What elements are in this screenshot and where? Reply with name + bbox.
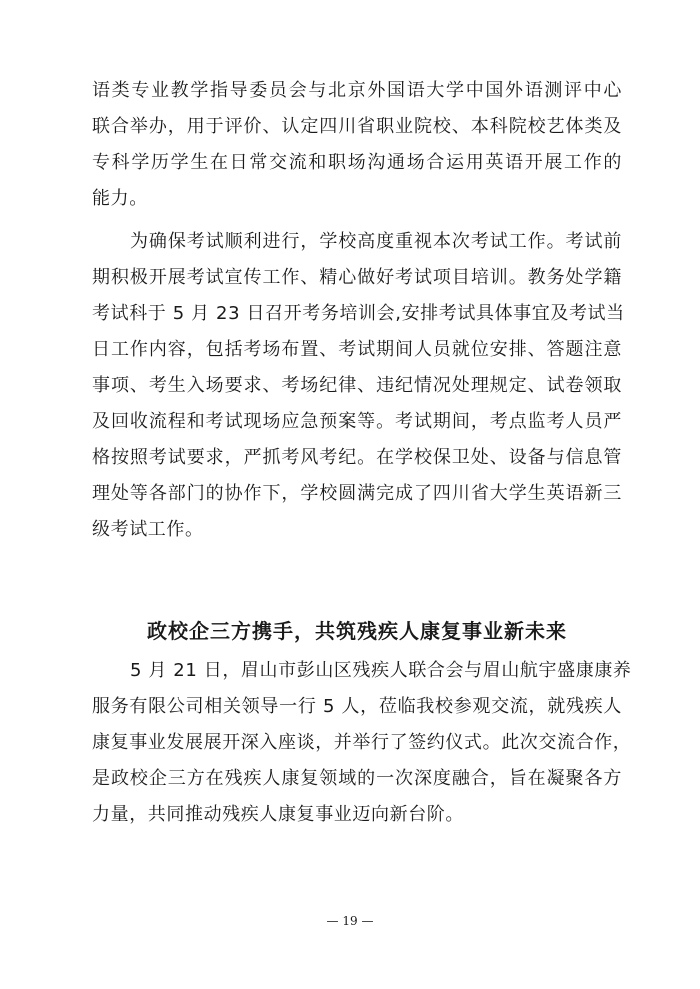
text-line: 为确保考试顺利进行，学校高度重视本次考试工作。考试前 bbox=[130, 231, 622, 252]
text-line: 语类专业教学指导委员会与北京外国语大学中国外语测评中心 bbox=[92, 80, 622, 101]
page-number: — 19 — bbox=[326, 914, 374, 928]
paragraph-exam-organizers bbox=[92, 73, 622, 217]
text-line: 5 月 21 日，眉山市彭山区残疾人联合会与眉山航宇盛康康养 bbox=[130, 660, 632, 681]
text-line: 能力。 bbox=[92, 188, 148, 209]
text-line: 康复事业发展展开深入座谈，并举行了签约仪式。此次交流合作， bbox=[92, 732, 632, 753]
text-line: 日工作内容，包括考场布置、考试期间人员就位安排、答题注意 bbox=[92, 339, 622, 360]
text-line: 理处等各部门的协作下，学校圆满完成了四川省大学生英语新三 bbox=[92, 483, 622, 504]
text-line: 及回收流程和考试现场应急预案等。考试期间，考点监考人员严 bbox=[92, 411, 622, 432]
paragraph-exam-preparation bbox=[92, 224, 625, 548]
text-line: 服务有限公司相关领导一行 5 人，莅临我校参观交流，就残疾人 bbox=[92, 696, 622, 717]
text-line: 专科学历学生在日常交流和职场沟通场合运用英语开展工作的 bbox=[92, 152, 622, 173]
text-line: 力量，共同推动残疾人康复事业迈向新台阶。 bbox=[92, 804, 464, 825]
text-line: 是政校企三方在残疾人康复领域的一次深度融合，旨在凝聚各方 bbox=[92, 768, 622, 789]
text-line: 级考试工作。 bbox=[92, 519, 204, 540]
text-line: 事项、考生入场要求、考场纪律、违纪情况处理规定、试卷领取 bbox=[92, 375, 622, 396]
text-line: 联合举办，用于评价、认定四川省职业院校、本科院校艺体类及 bbox=[92, 116, 622, 137]
text-line: 格按照考试要求，严抓考风考纪。在学校保卫处、设备与信息管 bbox=[92, 447, 622, 468]
paragraph-rehabilitation-cooperation bbox=[92, 653, 632, 833]
text-line: 期积极开展考试宣传工作、精心做好考试项目培训。教务处学籍 bbox=[92, 267, 622, 288]
text-line: 考试科于 5 月 23 日召开考务培训会,安排考试具体事宜及考试当 bbox=[92, 303, 625, 324]
section-heading: 政校企三方携手，共筑残疾人康复事业新未来 bbox=[147, 619, 567, 643]
